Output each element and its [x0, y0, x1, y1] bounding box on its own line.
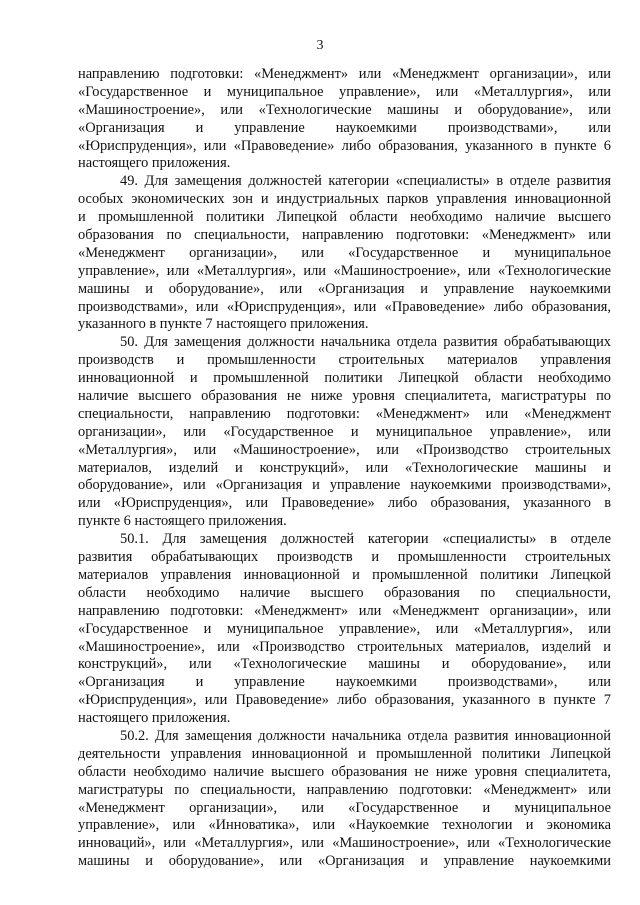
document-body	[78, 66, 611, 871]
text-line: указанного в пункте 7 настоящего приложения.	[78, 316, 369, 333]
text-line: или «Юриспруденция», или Правоведение» либо образования, указанного в	[78, 495, 611, 512]
text-line: оборудование», или «Организация и управление наукоемкими производствами»,	[78, 477, 611, 494]
text-line: специальности, направлению подготовки: «Менеджмент» или «Менеджмент	[78, 405, 611, 422]
text-line: «Менеджмент организации», или «Государственное и муниципальное	[78, 244, 611, 261]
text-line: настоящего приложения.	[78, 710, 231, 727]
text-line: «Государственное и муниципальное управление», или «Металлургия», или	[78, 620, 611, 637]
text-line: «Юриспруденция», или «Правоведение» либо образования, указанного в пункте 6	[78, 137, 611, 154]
text-line: деятельности управления инновационной и промышленной политики Липецкой	[78, 745, 611, 762]
text-line: наличие высшего образования не ниже уровня специалитета, магистратуры по	[78, 388, 611, 405]
text-line: «Машиностроение», или «Производство строительных материалов, изделий и	[78, 638, 611, 655]
text-line: 50. Для замещения должности начальника отдела развития обрабатывающих	[120, 334, 611, 351]
text-line: настоящего приложения.	[78, 155, 231, 172]
text-line: организации», или «Государственное и муниципальное управление», или	[78, 423, 611, 440]
text-line: 49. Для замещения должностей категории «специалисты» в отделе развития	[120, 173, 611, 190]
text-line: «Организация и управление наукоемкими производствами», или	[78, 674, 611, 691]
text-line: магистратуры по специальности, направлению подготовки: «Менеджмент» или	[78, 781, 611, 798]
paragraph	[78, 531, 611, 728]
text-line: инновационной и промышленной политики Липецкой области необходимо	[78, 370, 611, 387]
text-line: производств и промышленности строительных материалов управления	[78, 352, 611, 369]
text-line: производствами», или «Юриспруденция», или «Правоведение» либо образования,	[78, 298, 611, 315]
text-line: 50.1. Для замещения должностей категории «специалисты» в отделе	[120, 531, 611, 548]
text-line: «Менеджмент организации», или «Государственное и муниципальное	[78, 799, 611, 816]
text-line: направлению подготовки: «Менеджмент» или «Менеджмент организации», или	[78, 66, 611, 82]
text-line: области необходимо наличие высшего образования не ниже уровня специалитета,	[78, 763, 611, 780]
text-line: и промышленной политики Липецкой области необходимо наличие высшего	[78, 209, 611, 226]
text-line: материалов управления инновационной и промышленной политики Липецкой	[78, 566, 611, 583]
text-line: 50.2. Для замещения должности начальника отдела развития инновационной	[120, 727, 611, 744]
paragraph	[78, 173, 611, 334]
text-line: «Государственное и муниципальное управление», или «Металлургия», или	[78, 83, 611, 100]
paragraph	[78, 66, 611, 173]
text-line: «Машиностроение», или «Технологические машины и оборудование», или	[78, 101, 611, 118]
text-line: управление», или «Металлургия», или «Машиностроение», или «Технологические	[78, 262, 611, 279]
text-line: «Металлургия», или «Машиностроение», или «Производство строительных	[78, 441, 611, 458]
text-line: машины и оборудование», или «Организация и управление наукоемкими	[78, 853, 611, 870]
paragraph	[78, 728, 611, 871]
text-line: особых экономических зон и индустриальных парков управления инновационной	[78, 191, 611, 208]
text-line: конструкций», или «Технологические машины и оборудование», или	[78, 656, 611, 673]
text-line: направлению подготовки: «Менеджмент» или «Менеджмент организации», или	[78, 602, 611, 619]
text-line: пункте 6 настоящего приложения.	[78, 513, 287, 530]
text-line: управление», или «Инноватика», или «Наукоемкие технологии и экономика	[78, 817, 611, 834]
text-line: образования по специальности, направлению подготовки: «Менеджмент» или	[78, 227, 611, 244]
paragraph	[78, 334, 611, 531]
text-line: области необходимо наличие высшего образования по специальности,	[78, 584, 611, 601]
page-number: 3	[316, 38, 324, 53]
text-line: «Организация и управление наукоемкими производствами», или	[78, 119, 611, 136]
text-line: материалов, изделий и конструкций», или «Технологические машины и	[78, 459, 611, 476]
text-line: развития обрабатывающих производств и промышленности строительных	[78, 549, 611, 566]
text-line: инноваций», или «Металлургия», или «Машиностроение», или «Технологические	[78, 835, 611, 852]
text-line: «Юриспруденция», или Правоведение» либо образования, указанного в пункте 7	[78, 692, 611, 709]
text-line: машины и оборудование», или «Организация и управление наукоемкими	[78, 280, 611, 297]
